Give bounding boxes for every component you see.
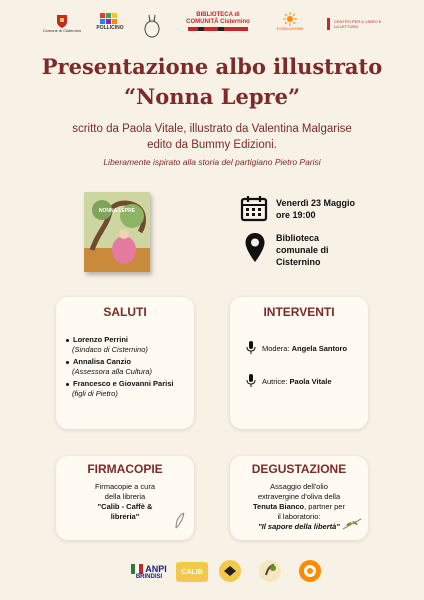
degustazione-line: extravergine d'oliva della [257,492,341,501]
firmacopie-line: della libreria [104,492,146,501]
saluti-role: (Assessora alla Cultura) [72,367,153,376]
location-pin-icon [244,232,266,264]
anpi-logo [128,560,170,584]
interventi-name: Paola Vitale [289,376,332,386]
interventi-title: INTERVENTI [263,305,335,319]
degustazione-partner: Tenuta Bianco [253,502,305,511]
comune-label: Comune di Cisternino [42,28,82,33]
event-date-time: ore 19:00 [276,210,316,220]
biblioteca-comunita-logo [184,12,252,32]
interventi-item [246,341,347,355]
microphone-icon [246,374,256,388]
fondazione-logo [268,12,312,31]
illustration-logo [140,10,164,40]
saluti-card [56,297,194,429]
saluti-name: Lorenzo Perrini [73,335,129,344]
anpi-label: ANPI [145,564,167,574]
saluti-item [66,379,173,399]
degustazione-lab-name: "Il sapore della libertà" [258,522,340,531]
saluti-item [66,357,173,377]
round-logo-3-icon [298,559,322,583]
pollicino-logo [92,12,128,31]
event-place-line-1: Biblioteca [276,233,320,243]
interventi-label: Autrice: [262,376,288,386]
flag-icon [131,564,143,574]
anpi-city: BRINDISI [135,574,163,580]
title-line-2: “Nonna Lepre” [123,84,301,109]
cepell-mark-icon [326,18,334,30]
event-date-day: Venerdì 23 Maggio [276,198,356,208]
degustazione-title: DEGUSTAZIONE [251,462,347,476]
interventi-card [230,297,368,429]
degustazione-line: , partner per [304,502,345,511]
saluti-name: Annalisa Canzio [73,357,131,366]
interventi-name: Angela Santoro [291,343,348,353]
firmacopie-card [56,456,194,540]
olive-branch-icon [342,518,362,530]
saluti-item [66,335,173,355]
title-line-1: Presentazione albo illustrato [41,54,383,79]
event-place-line-2: comunale di [276,245,329,255]
saluti-role: (Sindaco di Cisternino) [72,345,148,354]
degustazione-line: Assaggio dell'olio [270,482,328,491]
round-logo-2-icon [258,559,282,583]
book-cover-illustration [84,192,150,272]
event-place-line-3: Cisternino [276,257,321,267]
pollicino-label: POLLICINO [96,25,124,31]
saluti-list [66,335,173,399]
biblioteca-comunita-label: BIBLIOTECA di COMUNITÀ Cisternino [186,12,250,25]
subtitle-authors: scritto da Paola Vitale, illustrato da Valentina Malgarise [72,123,352,135]
book-cover-title: NONNA LEPRE [98,208,136,214]
rabbit-drawing-icon [141,11,163,39]
degustazione-line: il laboratorio: [277,512,321,521]
sun-icon [282,12,298,26]
interventi-label: Modera: [262,343,290,353]
main-title [0,52,424,112]
feather-quill-icon [174,512,186,530]
inspired-note: Liberamente ispirato alla storia del partigiano Pietro Parisi [103,157,321,167]
firmacopie-title: FIRMACOPIE [87,462,163,476]
fondazione-label: FONDAZIONE [276,26,304,31]
calendar-icon [240,194,268,222]
firmacopie-line: Firmacopie a cura [94,482,156,491]
round-logo-icon [218,559,242,583]
pollicino-icon [98,12,122,26]
microphone-icon [246,341,256,355]
comune-logo [40,14,84,33]
crest-icon [56,14,68,28]
firmacopie-line: "Calib - Caffè & [97,502,153,511]
calib-logo: CALIB [176,562,208,582]
firmacopie-line: libreria" [110,512,140,521]
event-date [276,197,355,221]
degustazione-card [230,456,368,540]
saluti-name: Francesco e Giovanni Parisi [73,379,174,388]
subtitle-publisher: edito da Bummy Edizioni. [147,139,277,151]
book-stack-icon [188,26,248,32]
cepell-logo [326,18,386,30]
interventi-item [246,374,332,388]
cepell-label: CENTRO PER IL LIBRO E LA LETTURA [334,19,382,29]
event-place [276,232,329,268]
book-cover [84,192,150,272]
anpi-mark [131,564,167,574]
saluti-role: (figli di Pietro) [72,389,118,398]
saluti-title: SALUTI [103,305,147,319]
logo-row [0,10,424,44]
